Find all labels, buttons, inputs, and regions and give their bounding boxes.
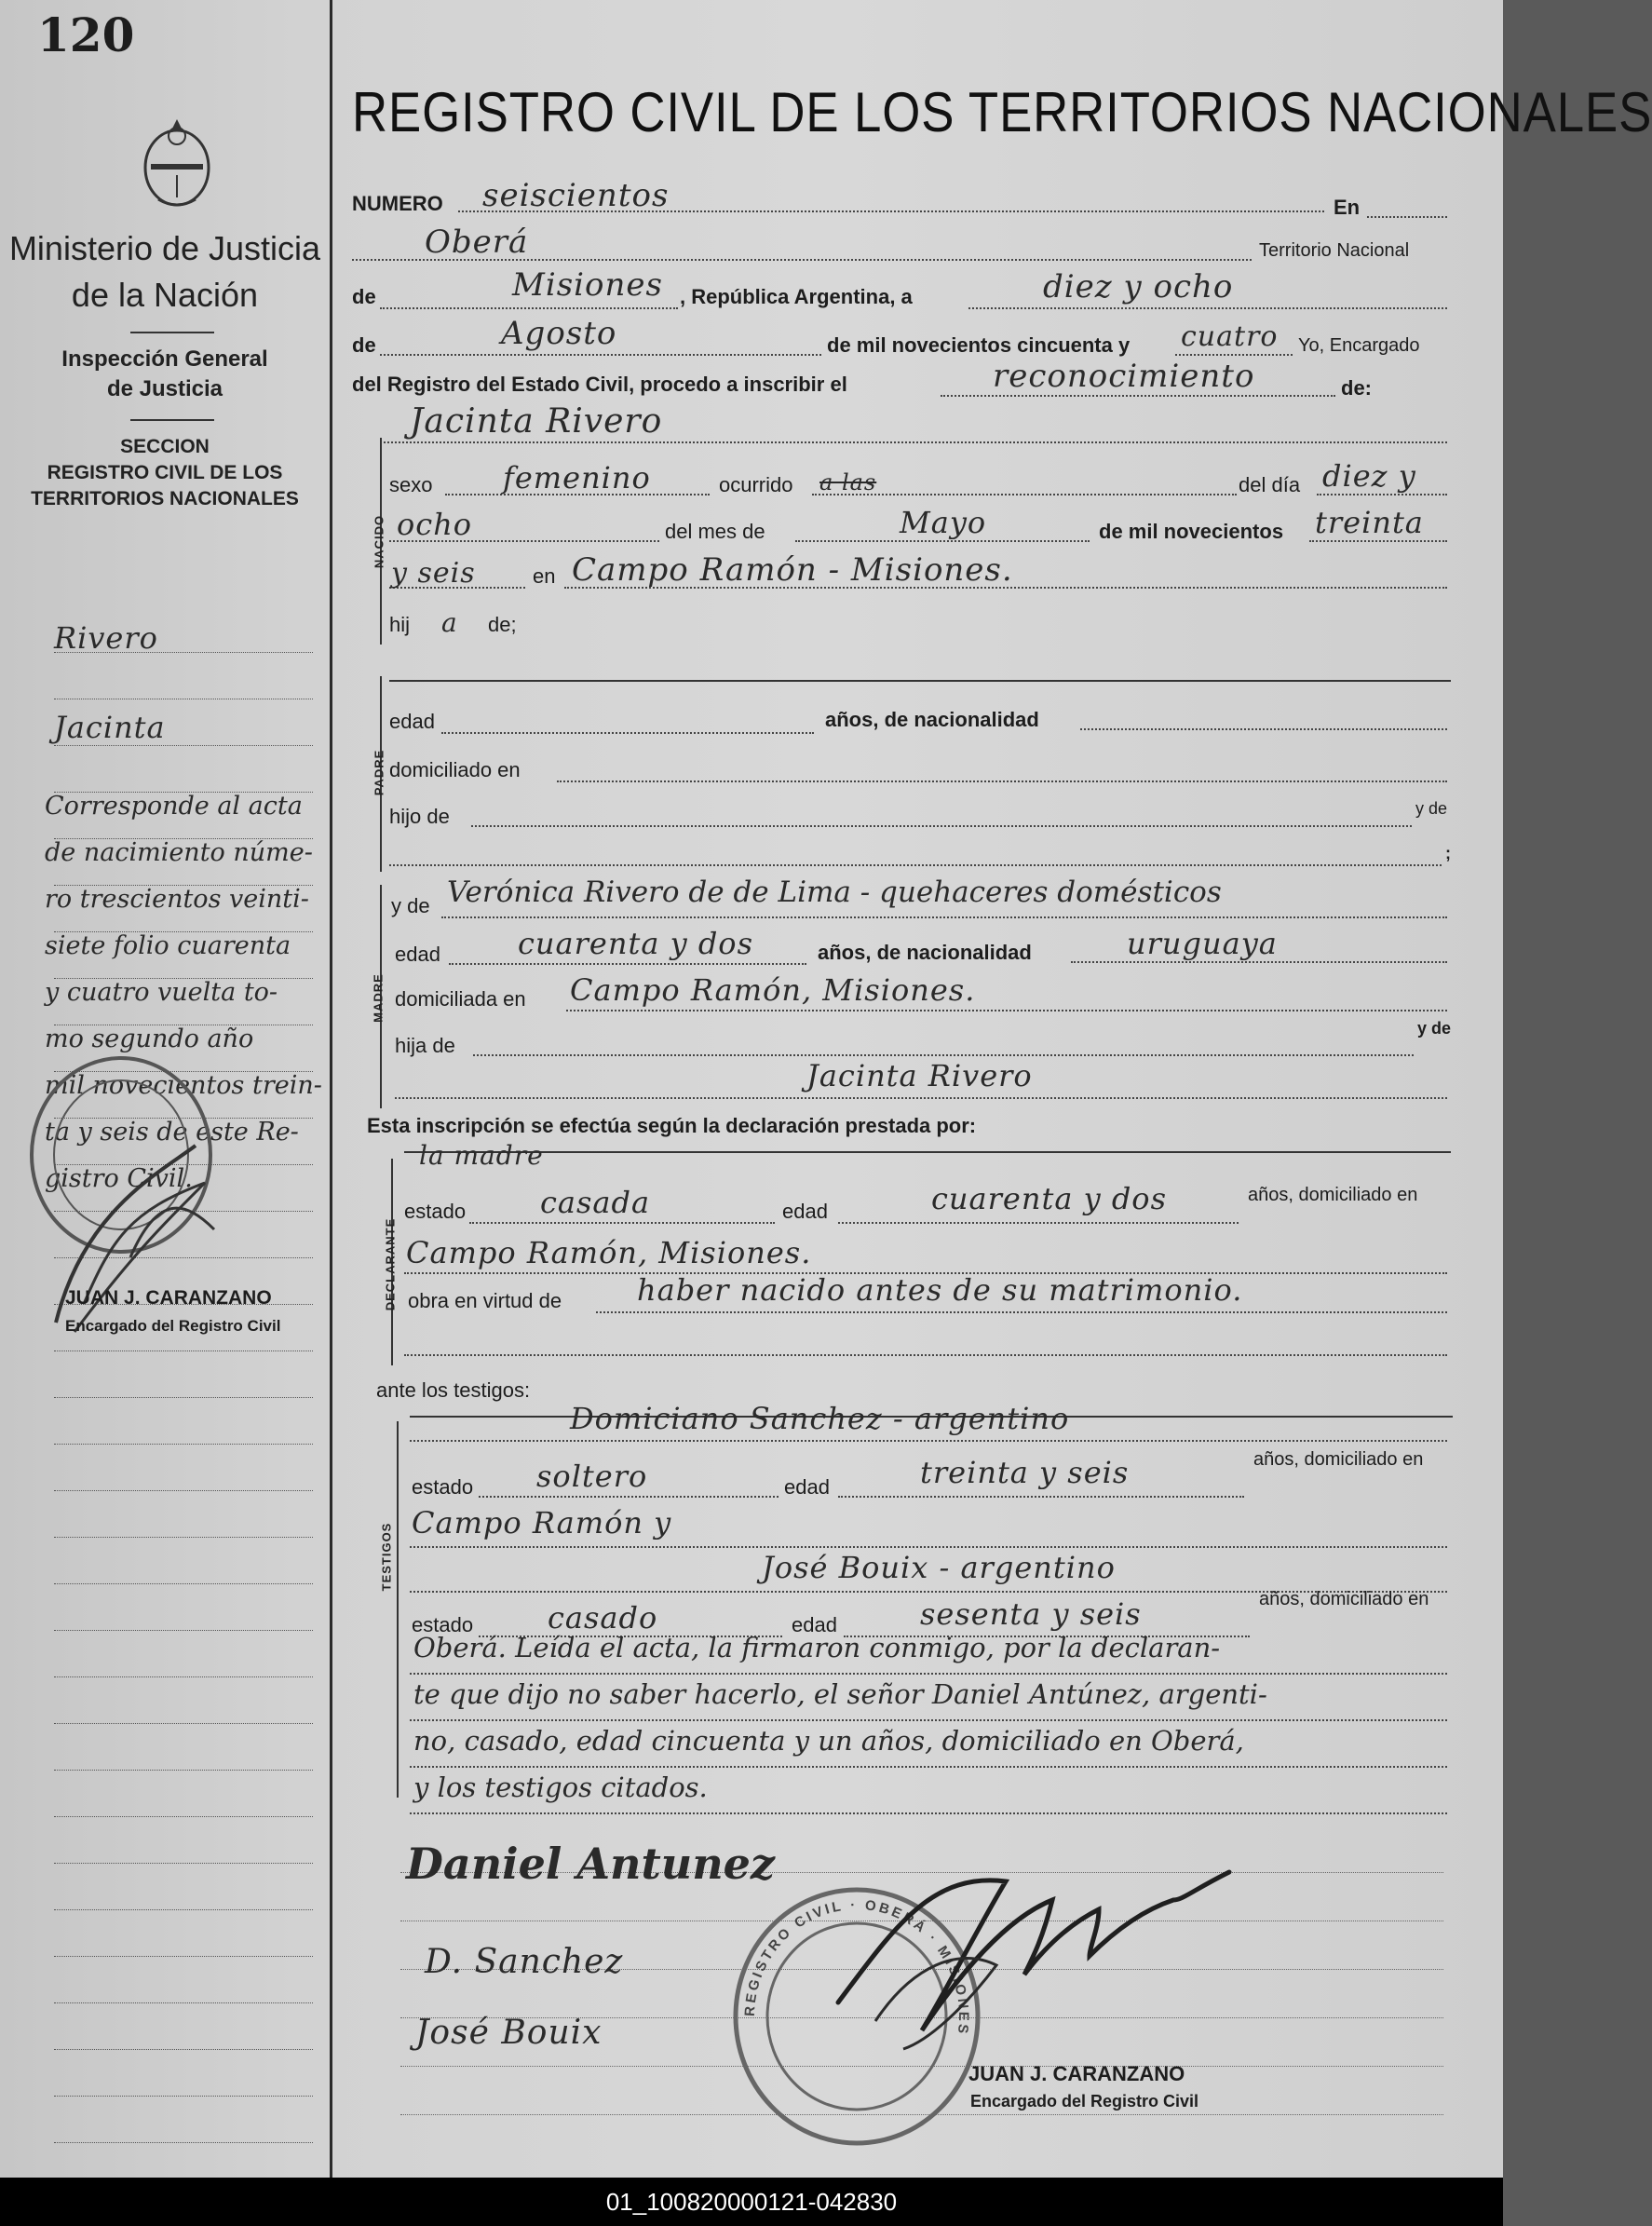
de4-label: de;	[488, 613, 517, 636]
signature-jose-bouix: José Bouix	[415, 2014, 603, 2052]
padre-domiciliado-label: domiciliado en	[389, 758, 521, 781]
de-label: de	[352, 285, 376, 308]
declarante-label: DECLARANTE	[383, 1217, 398, 1311]
sidebar-line	[54, 1956, 313, 1957]
padre-semicolon: ;	[1445, 844, 1451, 862]
testigos-label: TESTIGOS	[379, 1522, 394, 1592]
padre-y-de-label: y de	[1415, 799, 1448, 818]
sidebar-line	[54, 1397, 313, 1398]
page-number: 120	[37, 7, 135, 62]
officer-signature	[819, 1816, 1248, 2068]
padre-domicilio-line	[557, 780, 1447, 782]
ministry-divider	[130, 332, 214, 333]
closing-line: no, casado, edad cincuenta y un años, domiciliado en Oberá,	[413, 1725, 1244, 1757]
decl-estado-line	[469, 1222, 775, 1224]
t1-edad-label: edad	[784, 1475, 830, 1499]
day-value: diez y ocho	[1043, 268, 1234, 305]
year-field-line	[1175, 354, 1293, 356]
t1-edad-line	[838, 1496, 1244, 1498]
t1-domicilio: Campo Ramón y	[412, 1505, 672, 1541]
ocurrido-a-las: a las	[819, 469, 877, 495]
madre-nac: uruguaya	[1127, 926, 1278, 961]
hijo-label: hij	[389, 613, 411, 636]
closing-line: y los testigos citados.	[413, 1771, 708, 1803]
sidebar-note-line: de nacimiento núme-	[45, 838, 313, 867]
day-field-line	[968, 307, 1447, 309]
officer-stamp-name: JUAN J. CARANZANO	[968, 2062, 1185, 2085]
dia-value: diez y	[1322, 458, 1416, 494]
territorio-label: Territorio Nacional	[1259, 240, 1410, 261]
inscripcion-label: Esta inscripción se efectúa según la declaración prestada por:	[367, 1114, 977, 1137]
padre-hijo-de-line	[471, 825, 1412, 827]
closing-line-rule	[410, 1673, 1447, 1675]
madre-nac-line	[1071, 961, 1447, 963]
padre-edad-label: edad	[389, 710, 435, 733]
madre-edad-line	[449, 963, 806, 965]
dia-field-line	[1317, 494, 1447, 495]
obra-label: obra en virtud de	[408, 1289, 562, 1312]
sidebar-note-line: gistro Civil.	[45, 1164, 193, 1193]
anio-value: treinta	[1315, 505, 1424, 540]
madre-name: Verónica Rivero de de Lima - quehaceres domésticos	[447, 875, 1222, 909]
territory-field-line	[380, 307, 678, 309]
sidebar-line	[54, 1583, 313, 1584]
t2-estado: casado	[548, 1600, 658, 1636]
year-label: de mil novecientos cincuenta y	[827, 333, 1131, 357]
section-line-2: REGISTRO CIVIL DE LOS	[47, 462, 283, 483]
sidebar-line	[54, 1444, 313, 1445]
sidebar-line	[54, 1770, 313, 1771]
numero-value: seiscientos	[482, 177, 670, 214]
sidebar-note-line: ro trescientos veinti-	[45, 885, 309, 914]
sidebar-line	[54, 2049, 313, 2050]
ministry-block	[0, 225, 330, 319]
sidebar-note-line: Corresponde al acta	[45, 792, 303, 821]
sidebar-line	[54, 1676, 313, 1677]
sidebar-note-line: mil novecientos trein-	[45, 1071, 322, 1100]
padre-y-de-line	[389, 864, 1442, 866]
t2-estado-label: estado	[412, 1613, 474, 1636]
t1-edad: treinta y seis	[920, 1455, 1130, 1490]
territory-value: Misiones	[512, 266, 663, 304]
madre-label: MADRE	[371, 973, 386, 1023]
de3-label: de:	[1341, 376, 1372, 400]
month-value: Agosto	[501, 315, 617, 352]
section-line-1: SECCION	[120, 436, 210, 457]
obra-line	[596, 1311, 1447, 1313]
padre-edad-line	[441, 732, 814, 734]
ocurrido-label: ocurrido	[719, 473, 793, 496]
anio-field-line	[1309, 540, 1447, 542]
t2-name: José Bouix - argentino	[762, 1550, 1116, 1585]
anio-value-2: y seis	[391, 557, 476, 590]
madre-edad-label: edad	[395, 943, 440, 966]
madre-y-de-label: y de	[391, 894, 430, 917]
section-line-3: TERRITORIOS NACIONALES	[31, 488, 299, 509]
decl-estado: casada	[540, 1185, 651, 1220]
declarante-value: la madre	[419, 1140, 544, 1171]
t2-edad-label: edad	[792, 1613, 837, 1636]
padre-top-rule	[389, 680, 1451, 682]
ministry-line-1: Ministerio de Justicia	[8, 229, 321, 267]
coat-of-arms-icon	[130, 110, 223, 212]
del-dia-label: del día	[1239, 473, 1301, 496]
sidebar-line	[54, 1816, 313, 1817]
t1-estado-label: estado	[412, 1475, 474, 1499]
inspection-divider	[130, 419, 214, 421]
ministry-line-2: de la Nación	[71, 276, 259, 314]
sidebar-note-line: y cuatro vuelta to-	[45, 978, 278, 1007]
hija-value: Jacinta Rivero	[806, 1058, 1033, 1093]
officer-stamp-title: Encargado del Registro Civil	[970, 2092, 1199, 2111]
sidebar-line	[54, 2142, 313, 2143]
t1-name: Domiciano Sanchez - argentino	[570, 1401, 1070, 1436]
sidebar-note-line: ta y seis de este Re-	[45, 1118, 299, 1147]
closing-line: te que dijo no saber hacerlo, el señor Daniel Antúnez, argenti-	[413, 1678, 1267, 1710]
yo-encargado-label: Yo, Encargado	[1298, 335, 1420, 356]
person-name-line	[380, 441, 1447, 443]
sidebar-line	[54, 1863, 313, 1864]
mes-field-line	[795, 540, 1090, 542]
padre-label: PADRE	[372, 749, 386, 796]
decl-edad-label: edad	[782, 1200, 828, 1223]
t1-domicilio-line	[410, 1546, 1447, 1548]
decl-domicilio: Campo Ramón, Misiones.	[406, 1235, 812, 1270]
padre-nac-label: años, de nacionalidad	[825, 708, 1039, 731]
dia-value-2: ocho	[397, 507, 473, 542]
decl-edad-line	[838, 1222, 1239, 1224]
t1-name-line	[410, 1440, 1447, 1442]
madre-domicilio: Campo Ramón, Misiones.	[570, 972, 976, 1008]
lugar-value: Campo Ramón - Misiones.	[572, 551, 1013, 589]
closing-line-rule	[410, 1812, 1447, 1814]
decl-estado-label: estado	[404, 1200, 467, 1223]
decl-edad: cuarenta y dos	[931, 1181, 1167, 1216]
closing-line-rule	[410, 1766, 1447, 1768]
sidebar-surname: Rivero	[54, 620, 158, 656]
sexo-label: sexo	[389, 473, 433, 496]
signature-daniel-antunez: Daniel Antunez	[406, 1839, 776, 1889]
sidebar-line	[54, 1723, 313, 1724]
madre-edad: cuarenta y dos	[518, 926, 753, 961]
en-label: En	[1334, 196, 1361, 219]
madre-hija-de-line	[473, 1054, 1414, 1056]
t1-estado: soltero	[536, 1459, 648, 1494]
person-name: Jacinta Rivero	[410, 402, 663, 441]
inspection-line-2: de Justicia	[106, 376, 223, 401]
sidebar-line	[54, 1630, 313, 1631]
madre-name-line	[441, 916, 1447, 918]
mil-novecientos-label: de mil novecientos	[1099, 520, 1284, 543]
document-title: REGISTRO CIVIL DE LOS TERRITORIOS NACIONALES	[352, 81, 1652, 143]
sidebar-line	[54, 2096, 313, 2097]
mes-value: Mayo	[900, 505, 987, 540]
republica-label: , República Argentina, a	[680, 285, 913, 308]
year-value: cuatro	[1181, 320, 1279, 353]
padre-nac-line	[1080, 728, 1447, 730]
numero-label: NUMERO	[352, 192, 443, 215]
sidebar-note-line: mo segundo año	[45, 1025, 254, 1053]
t1-estado-line	[479, 1496, 779, 1498]
inspection-line-1: Inspección General	[61, 346, 268, 372]
closing-line-rule	[410, 1719, 1447, 1721]
sidebar-line	[54, 1909, 313, 1910]
testigos-bracket	[397, 1421, 399, 1798]
madre-domiciliada-label: domiciliada en	[395, 987, 526, 1011]
sidebar-line	[54, 745, 313, 746]
sidebar-note-line: siete folio cuarenta	[45, 931, 291, 960]
act-field-line	[941, 395, 1335, 397]
madre-nac-label: años, de nacionalidad	[818, 941, 1032, 964]
official-seal-text: REGISTRO CIVIL · OBERÁ · MISIONES	[741, 1896, 972, 2038]
declarante-top-rule	[404, 1151, 1451, 1153]
decl-anios-label: años, domiciliado en	[1248, 1185, 1418, 1205]
del-mes-label: del mes de	[665, 520, 765, 543]
nacido-label: NACIDO	[372, 514, 386, 569]
t2-anios-label: años, domiciliado en	[1259, 1589, 1429, 1609]
closing-line: Oberá. Leída el acta, la firmaron conmigo, por la declaran-	[413, 1632, 1221, 1663]
obra-value: haber nacido antes de su matrimonio.	[637, 1272, 1243, 1308]
sexo-value: femenino	[503, 460, 651, 495]
madre-y-de-label: y de	[1417, 1019, 1452, 1038]
place-value: Oberá	[425, 224, 529, 261]
madre-domicilio-line	[566, 1010, 1447, 1011]
decl-extra-line	[404, 1354, 1447, 1356]
sidebar-line	[54, 2002, 313, 2003]
signature-d-sanchez: D. Sanchez	[425, 1943, 624, 1981]
sidebar-officer-title: Encargado del Registro Civil	[65, 1317, 281, 1335]
de2-label: de	[352, 333, 376, 357]
t2-edad: sesenta y seis	[920, 1596, 1142, 1632]
padre-hijo-de-label: hijo de	[389, 805, 450, 828]
section-block	[0, 434, 330, 512]
t1-anios-label: años, domiciliado en	[1253, 1449, 1424, 1470]
image-id-footer: 01_100820000121-042830	[0, 2178, 1503, 2226]
month-field-line	[380, 354, 821, 356]
sidebar-given-name: Jacinta	[54, 710, 166, 745]
madre-y-de-line	[395, 1097, 1447, 1099]
testigos-intro: ante los testigos:	[376, 1378, 531, 1402]
sidebar-line	[54, 1490, 313, 1491]
del-registro-label: del Registro del Estado Civil, procedo a inscribir el	[352, 373, 847, 396]
hora-field-line	[812, 494, 1237, 495]
inspection-block	[0, 345, 330, 404]
sidebar-line	[54, 1537, 313, 1538]
en2-label: en	[533, 564, 556, 588]
sidebar-officer-name: JUAN J. CARANZANO	[65, 1287, 272, 1309]
hijo-suffix: a	[441, 607, 458, 638]
column-divider	[330, 0, 332, 2178]
en-field-line	[1367, 216, 1447, 218]
madre-hija-de-label: hija de	[395, 1034, 455, 1057]
act-value: reconocimiento	[993, 358, 1255, 395]
